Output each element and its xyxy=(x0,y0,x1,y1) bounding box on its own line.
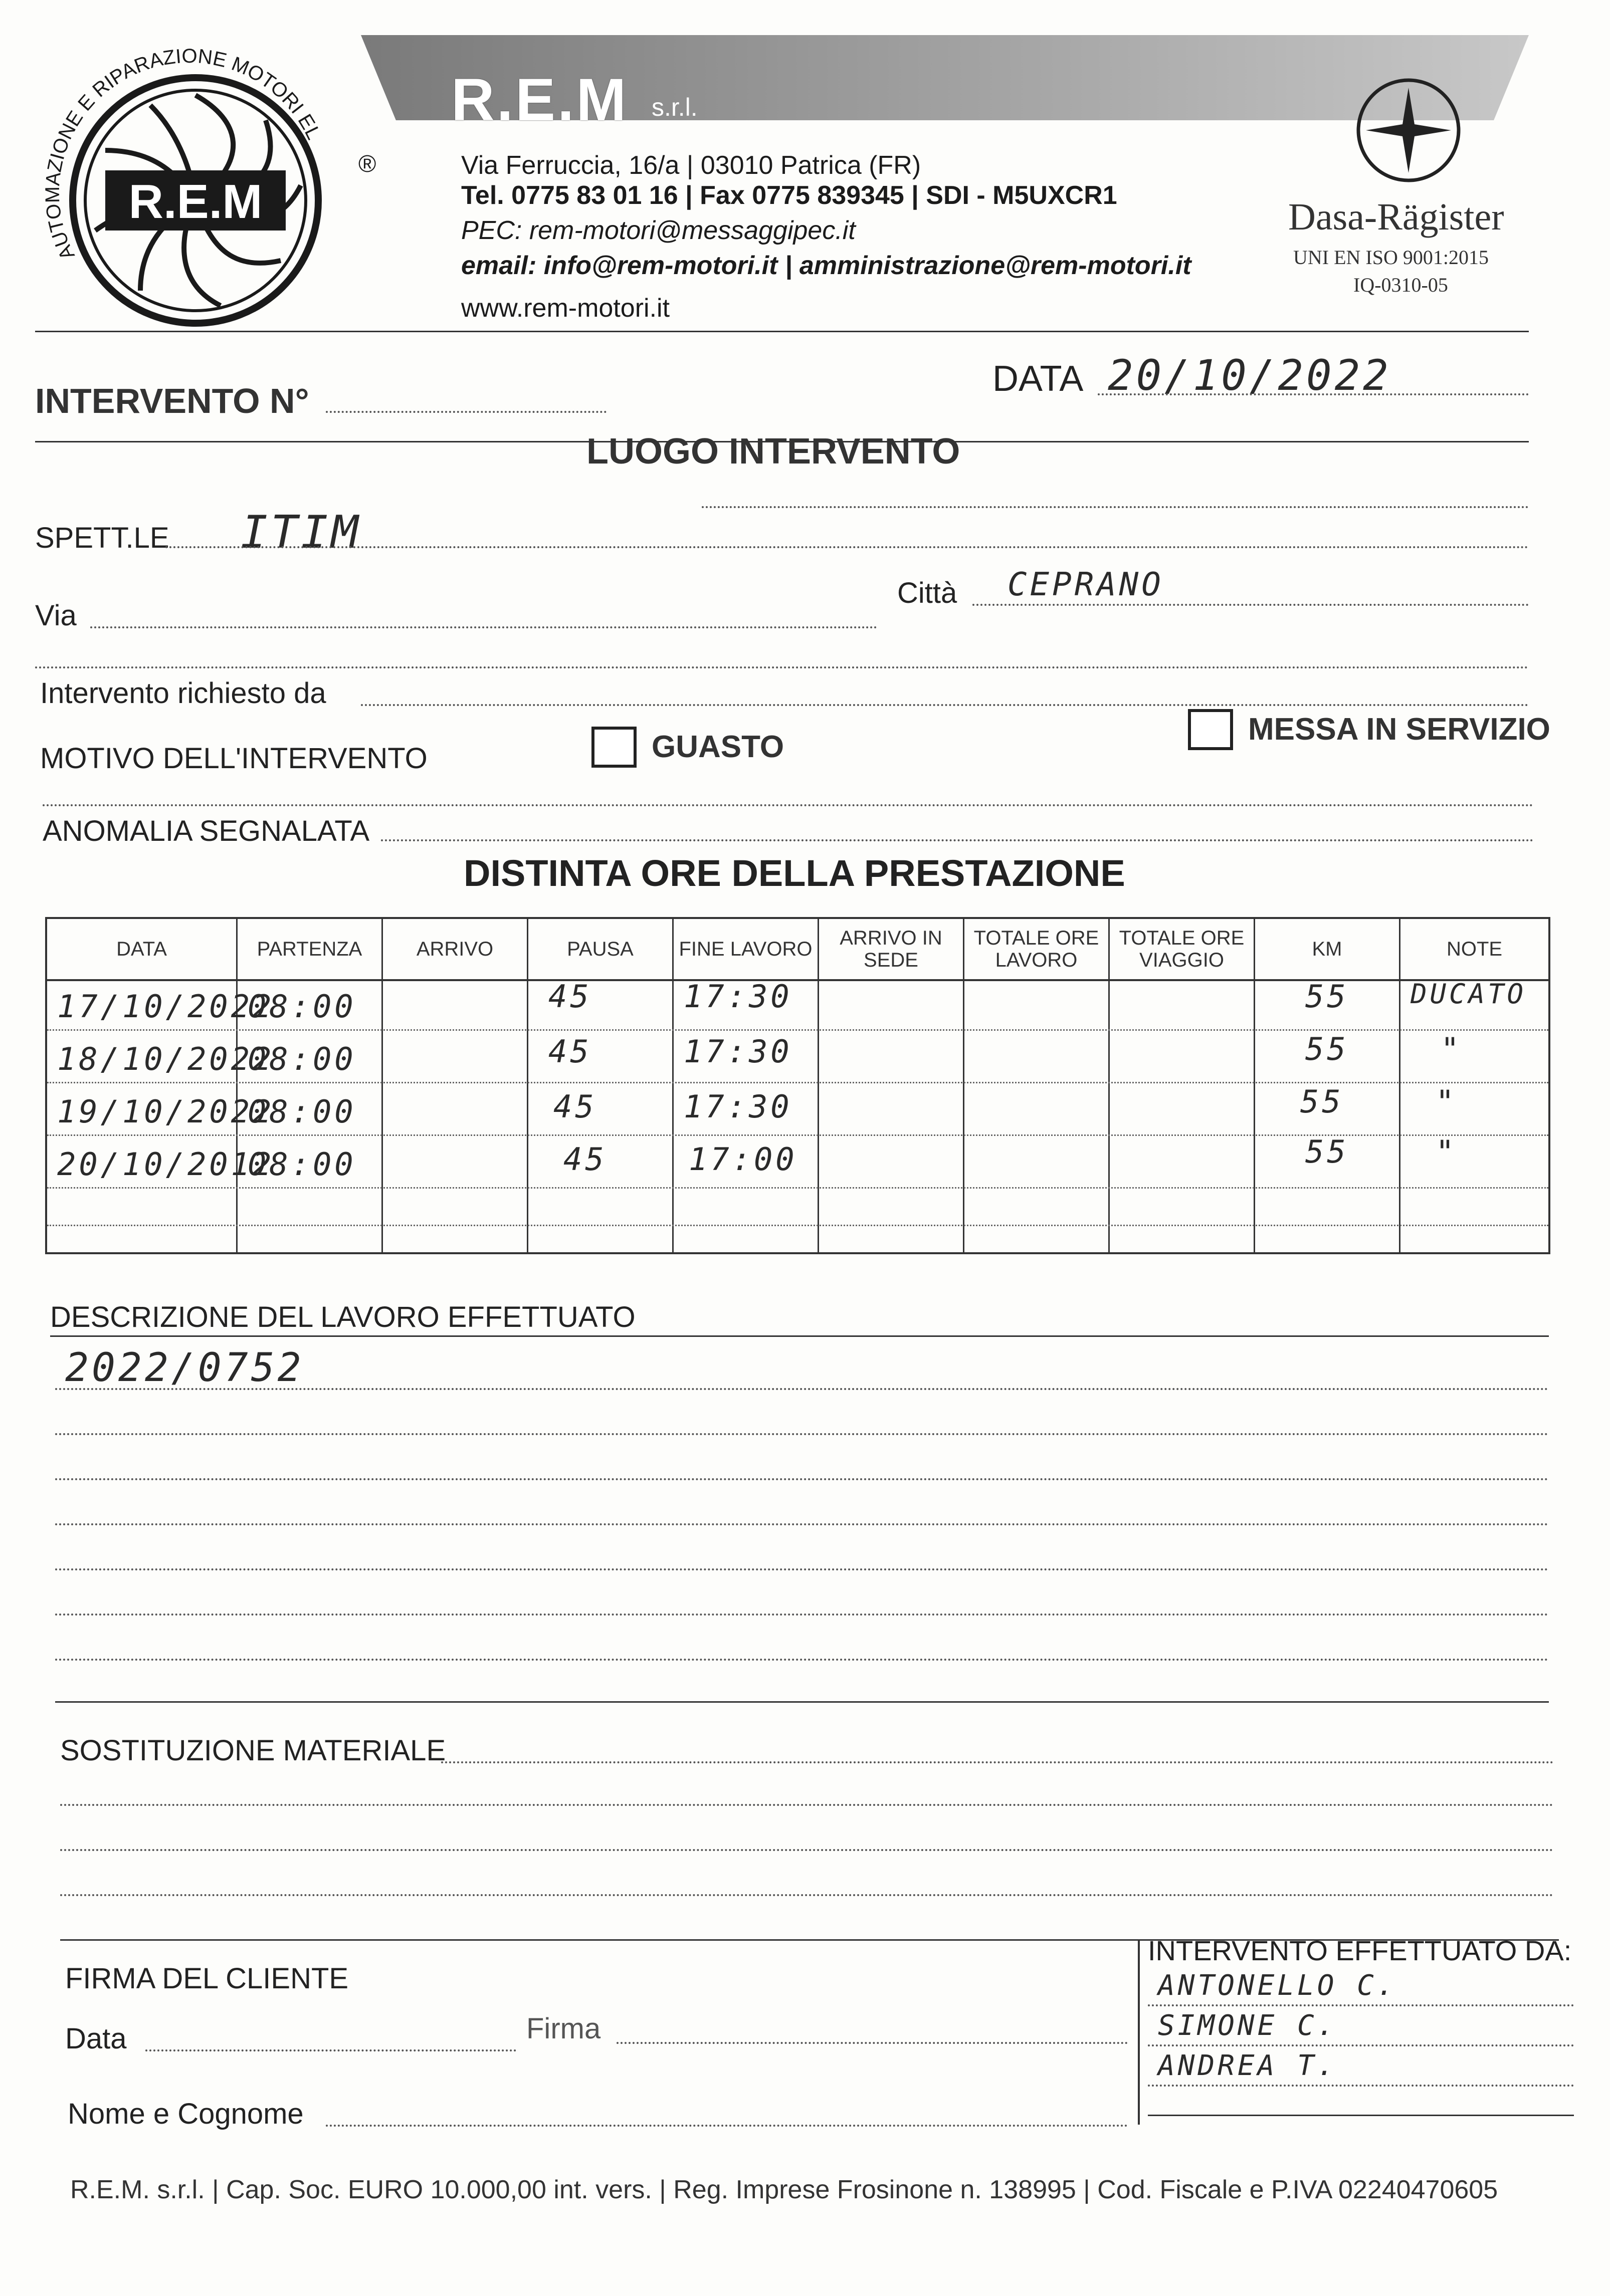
row2-note[interactable]: " xyxy=(1441,1031,1463,1067)
col-divider xyxy=(963,979,964,1252)
row-line xyxy=(47,1187,1548,1189)
sostituzione-field[interactable] xyxy=(441,1761,1554,1763)
descrizione-divider xyxy=(50,1335,1549,1337)
guasto-label: GUASTO xyxy=(652,730,784,764)
row4-fine[interactable]: 17:00 xyxy=(689,1141,797,1178)
anomalia-extra-line xyxy=(43,804,1534,806)
col-arrivo-in-sede: ARRIVO IN SEDE xyxy=(819,919,964,979)
col-totale-ore-lavoro: TOTALE ORE LAVORO xyxy=(964,919,1110,979)
col-divider xyxy=(1254,979,1255,1252)
anomalia-field[interactable] xyxy=(381,839,1534,841)
descrizione-line[interactable] xyxy=(55,1388,1549,1390)
luogo-intervento-title: LUOGO INTERVENTO xyxy=(586,431,960,472)
row2-data[interactable]: 18/10/2022 xyxy=(57,1041,275,1077)
tecnico-line xyxy=(1148,2085,1574,2087)
certification-icon xyxy=(1353,75,1464,185)
sostituzione-line[interactable] xyxy=(60,1894,1554,1896)
tecnico-3[interactable]: ANDREA T. xyxy=(1158,2049,1337,2082)
company-phone: Tel. 0775 83 01 16 | Fax 0775 839345 | SDI - M5UXCR1 xyxy=(461,181,1117,210)
tecnico-1[interactable]: ANTONELLO C. xyxy=(1158,1969,1397,2002)
company-email: email: info@rem-motori.it | amministrazione@rem-motori.it xyxy=(461,251,1191,280)
firma-field[interactable] xyxy=(617,2042,1128,2044)
effettuato-da-label: INTERVENTO EFFETTUATO DA: xyxy=(1148,1935,1572,1966)
distinta-ore-table xyxy=(45,917,1550,1254)
col-note: NOTE xyxy=(1446,938,1503,960)
descrizione-line[interactable] xyxy=(55,1478,1549,1480)
col-data: DATA xyxy=(47,919,238,979)
richiesto-field[interactable] xyxy=(361,704,1529,706)
table-header xyxy=(47,919,1548,981)
col-divider xyxy=(672,979,674,1252)
descrizione-line[interactable] xyxy=(55,1614,1549,1616)
descrizione-value[interactable]: 2022/0752 xyxy=(65,1345,304,1391)
descrizione-bottom-line xyxy=(55,1701,1549,1703)
data-field-line xyxy=(1098,393,1529,395)
spett-value[interactable]: ITIM xyxy=(241,506,361,559)
tecnico-2[interactable]: SIMONE C. xyxy=(1158,2009,1337,2042)
row4-note[interactable]: " xyxy=(1436,1133,1458,1170)
citta-value[interactable]: CEPRANO xyxy=(1008,566,1164,603)
footer-legal: R.E.M. s.r.l. | Cap. Soc. EURO 10.000,00 int. vers. | Reg. Imprese Frosinone n. 138995 | Cod. Fiscale e P.IVA 02240470605 xyxy=(70,2175,1498,2204)
certification-iso: UNI EN ISO 9001:2015 xyxy=(1293,246,1489,269)
row1-fine[interactable]: 17:30 xyxy=(684,978,792,1015)
row2-km[interactable]: 55 xyxy=(1305,1031,1349,1067)
col-divider xyxy=(818,979,819,1252)
signature-divider xyxy=(1138,1939,1140,2125)
row3-note[interactable]: " xyxy=(1436,1083,1458,1120)
gear-logo-icon xyxy=(30,20,361,351)
messa-in-servizio-label: MESSA IN SERVIZIO xyxy=(1248,712,1550,747)
row4-pausa[interactable]: 45 xyxy=(563,1141,607,1178)
logo-ring-text: AUTOMAZIONE E RIPARAZIONE MOTORI EL xyxy=(41,45,325,264)
spett-label: SPETT.LE xyxy=(35,522,169,554)
firma-data-field[interactable] xyxy=(145,2049,516,2051)
row3-pausa[interactable]: 45 xyxy=(553,1088,597,1125)
data-label: DATA xyxy=(992,359,1084,399)
row2-partenza[interactable]: 08:00 xyxy=(248,1041,356,1077)
col-divider xyxy=(381,979,383,1252)
messa-in-servizio-checkbox[interactable] xyxy=(1188,709,1233,750)
company-address: Via Ferruccia, 16/a | 03010 Patrica (FR) xyxy=(461,151,921,180)
brand-suffix: s.r.l. xyxy=(652,93,698,121)
tecnici-bottom-line xyxy=(1148,2115,1574,2116)
row3-partenza[interactable]: 08:00 xyxy=(248,1093,356,1130)
row3-km[interactable]: 55 xyxy=(1300,1083,1344,1120)
row1-data[interactable]: 17/10/2022 xyxy=(57,988,275,1025)
richiesto-label: Intervento richiesto da xyxy=(40,677,326,710)
row3-fine[interactable]: 17:30 xyxy=(684,1088,792,1125)
row1-partenza[interactable]: 08:00 xyxy=(248,988,356,1025)
row3-data[interactable]: 19/10/2022 xyxy=(57,1093,275,1130)
descrizione-line[interactable] xyxy=(55,1523,1549,1525)
descrizione-line[interactable] xyxy=(55,1659,1549,1661)
col-km: KM xyxy=(1255,919,1400,979)
firma-cliente-label: FIRMA DEL CLIENTE xyxy=(65,1962,349,1995)
spett-field-line xyxy=(165,546,1529,548)
sostituzione-label: SOSTITUZIONE MATERIALE xyxy=(60,1734,446,1767)
descrizione-line[interactable] xyxy=(55,1568,1549,1570)
distinta-ore-title: DISTINTA ORE DELLA PRESTAZIONE xyxy=(464,852,1125,894)
firma-label: Firma xyxy=(526,2012,601,2045)
row1-note[interactable]: DUCATO xyxy=(1411,978,1527,1010)
intervento-number-field[interactable] xyxy=(326,411,607,413)
col-divider xyxy=(527,979,528,1252)
col-fine-lavoro: FINE LAVORO xyxy=(674,919,819,979)
header-divider xyxy=(35,331,1529,332)
via-field[interactable] xyxy=(90,626,877,628)
citta-field-line xyxy=(972,604,1529,606)
firma-data-label: Data xyxy=(65,2022,127,2055)
row1-km[interactable]: 55 xyxy=(1305,978,1349,1015)
row4-data[interactable]: 20/10/2012 xyxy=(57,1146,275,1183)
sostituzione-line[interactable] xyxy=(60,1804,1554,1806)
col-partenza: PARTENZA xyxy=(238,919,383,979)
company-logo xyxy=(30,20,361,351)
col-divider xyxy=(1108,979,1110,1252)
col-divider xyxy=(1399,979,1400,1252)
motivo-label: MOTIVO DELL'INTERVENTO xyxy=(40,742,428,775)
guasto-checkbox[interactable] xyxy=(591,727,637,768)
row-line xyxy=(47,1225,1548,1226)
company-pec: PEC: rem-motori@messaggipec.it xyxy=(461,216,856,245)
row2-pausa[interactable]: 45 xyxy=(548,1033,592,1070)
col-arrivo: ARRIVO xyxy=(383,919,528,979)
nome-cognome-label: Nome e Cognome xyxy=(68,2098,304,2130)
data-value[interactable]: 20/10/2022 xyxy=(1108,351,1391,400)
sostituzione-line[interactable] xyxy=(60,1849,1554,1851)
col-pausa: PAUSA xyxy=(528,919,674,979)
via-label: Via xyxy=(35,599,77,632)
intervento-number-label: INTERVENTO N° xyxy=(35,381,309,420)
row4-partenza[interactable]: 08:00 xyxy=(248,1146,356,1183)
citta-label: Città xyxy=(897,577,957,609)
descrizione-line[interactable] xyxy=(55,1433,1549,1435)
tecnico-line xyxy=(1148,2004,1574,2006)
brand-name: R.E.M xyxy=(451,66,629,133)
via-extra-line xyxy=(35,666,1529,668)
spett-extra-line xyxy=(702,506,1529,508)
company-website[interactable]: www.rem-motori.it xyxy=(461,294,670,323)
col-totale-ore-viaggio: TOTALE ORE VIAGGIO xyxy=(1110,919,1255,979)
nome-cognome-field[interactable] xyxy=(326,2125,1128,2127)
descrizione-label: DESCRIZIONE DEL LAVORO EFFETTUATO xyxy=(50,1301,636,1333)
row1-pausa[interactable]: 45 xyxy=(548,978,592,1015)
certification-name: Dasa-Rägister xyxy=(1288,196,1504,238)
row2-fine[interactable]: 17:30 xyxy=(684,1033,792,1070)
certification-code: IQ-0310-05 xyxy=(1353,274,1448,296)
registered-mark: ® xyxy=(358,151,376,177)
anomalia-label: ANOMALIA SEGNALATA xyxy=(43,815,370,847)
row4-km[interactable]: 55 xyxy=(1305,1133,1349,1170)
logo-text: R.E.M xyxy=(128,175,263,228)
tecnico-line xyxy=(1148,2044,1574,2046)
